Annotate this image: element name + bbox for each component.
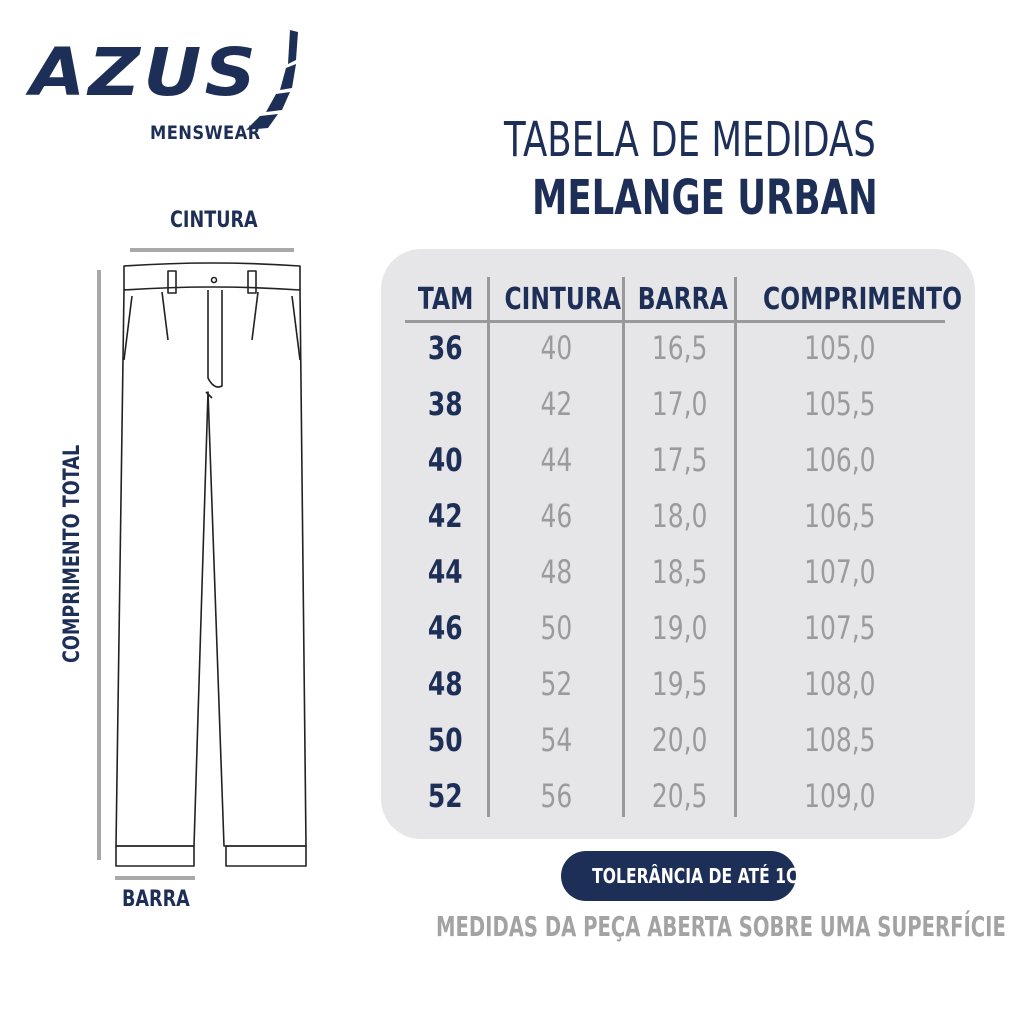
table-row [403,544,947,600]
header-barra: BARRA [637,282,728,317]
table-row [403,600,947,656]
cell-comprimento: 106,5 [804,497,876,535]
cell-tam: 38 [428,385,463,423]
table-row [403,320,947,376]
table-row [403,432,947,488]
cell-tam: 40 [428,441,463,479]
cell-tam: 36 [428,329,463,367]
cell-barra: 18,0 [652,497,708,535]
cell-barra: 17,0 [652,385,708,423]
cell-barra: 17,5 [652,441,708,479]
cell-barra: 20,5 [652,777,708,815]
cell-tam: 50 [428,721,463,759]
cell-tam: 48 [428,665,463,703]
cell-barra: 19,5 [652,665,708,703]
header-cintura: CINTURA [504,282,621,317]
cell-comprimento: 105,0 [804,329,876,367]
column-divider [734,277,737,817]
cell-comprimento: 108,5 [804,721,876,759]
product-name: MELANGE URBAN [532,170,878,226]
pants-diagram [0,0,380,1024]
column-divider [487,277,490,817]
cell-barra: 18,5 [652,553,708,591]
cell-comprimento: 105,5 [804,385,876,423]
cell-cintura: 56 [540,777,573,815]
cell-tam: 46 [428,609,463,647]
cell-comprimento: 109,0 [804,777,876,815]
cell-tam: 52 [428,777,463,815]
cell-cintura: 46 [540,497,573,535]
page-title: TABELA DE MEDIDAS [504,112,876,168]
brand-tagline: MENSWEAR [150,122,261,144]
cell-barra: 19,0 [652,609,708,647]
cell-comprimento: 106,0 [804,441,876,479]
brand-name: AZUS [30,34,260,111]
cell-barra: 16,5 [652,329,708,367]
cell-cintura: 44 [540,441,573,479]
hem-label: BARRA [122,887,190,912]
waist-label: CINTURA [170,208,258,233]
length-label: COMPRIMENTO TOTAL [60,444,85,663]
table-row [403,768,947,824]
cell-barra: 20,0 [652,721,708,759]
cell-comprimento: 108,0 [804,665,876,703]
table-row [403,656,947,712]
pants-outline [116,263,306,866]
tolerance-badge: TOLERÂNCIA DE ATÉ 1CM [561,851,796,901]
cell-cintura: 54 [540,721,573,759]
cell-comprimento: 107,0 [804,553,876,591]
table-row [403,712,947,768]
column-divider [622,277,625,817]
table-row [403,488,947,544]
cell-tam: 44 [428,553,463,591]
header-comprimento: COMPRIMENTO [763,282,962,317]
measurement-note: MEDIDAS DA PEÇA ABERTA SOBRE UMA SUPERFÍCIE [436,910,1006,943]
cell-cintura: 48 [540,553,573,591]
table-row [403,376,947,432]
header-divider [405,320,945,323]
cell-cintura: 50 [540,609,573,647]
cell-cintura: 40 [540,329,573,367]
cell-cintura: 42 [540,385,573,423]
cell-comprimento: 107,5 [804,609,876,647]
cell-tam: 42 [428,497,463,535]
cell-cintura: 52 [540,665,573,703]
header-tam: TAM [417,282,474,317]
